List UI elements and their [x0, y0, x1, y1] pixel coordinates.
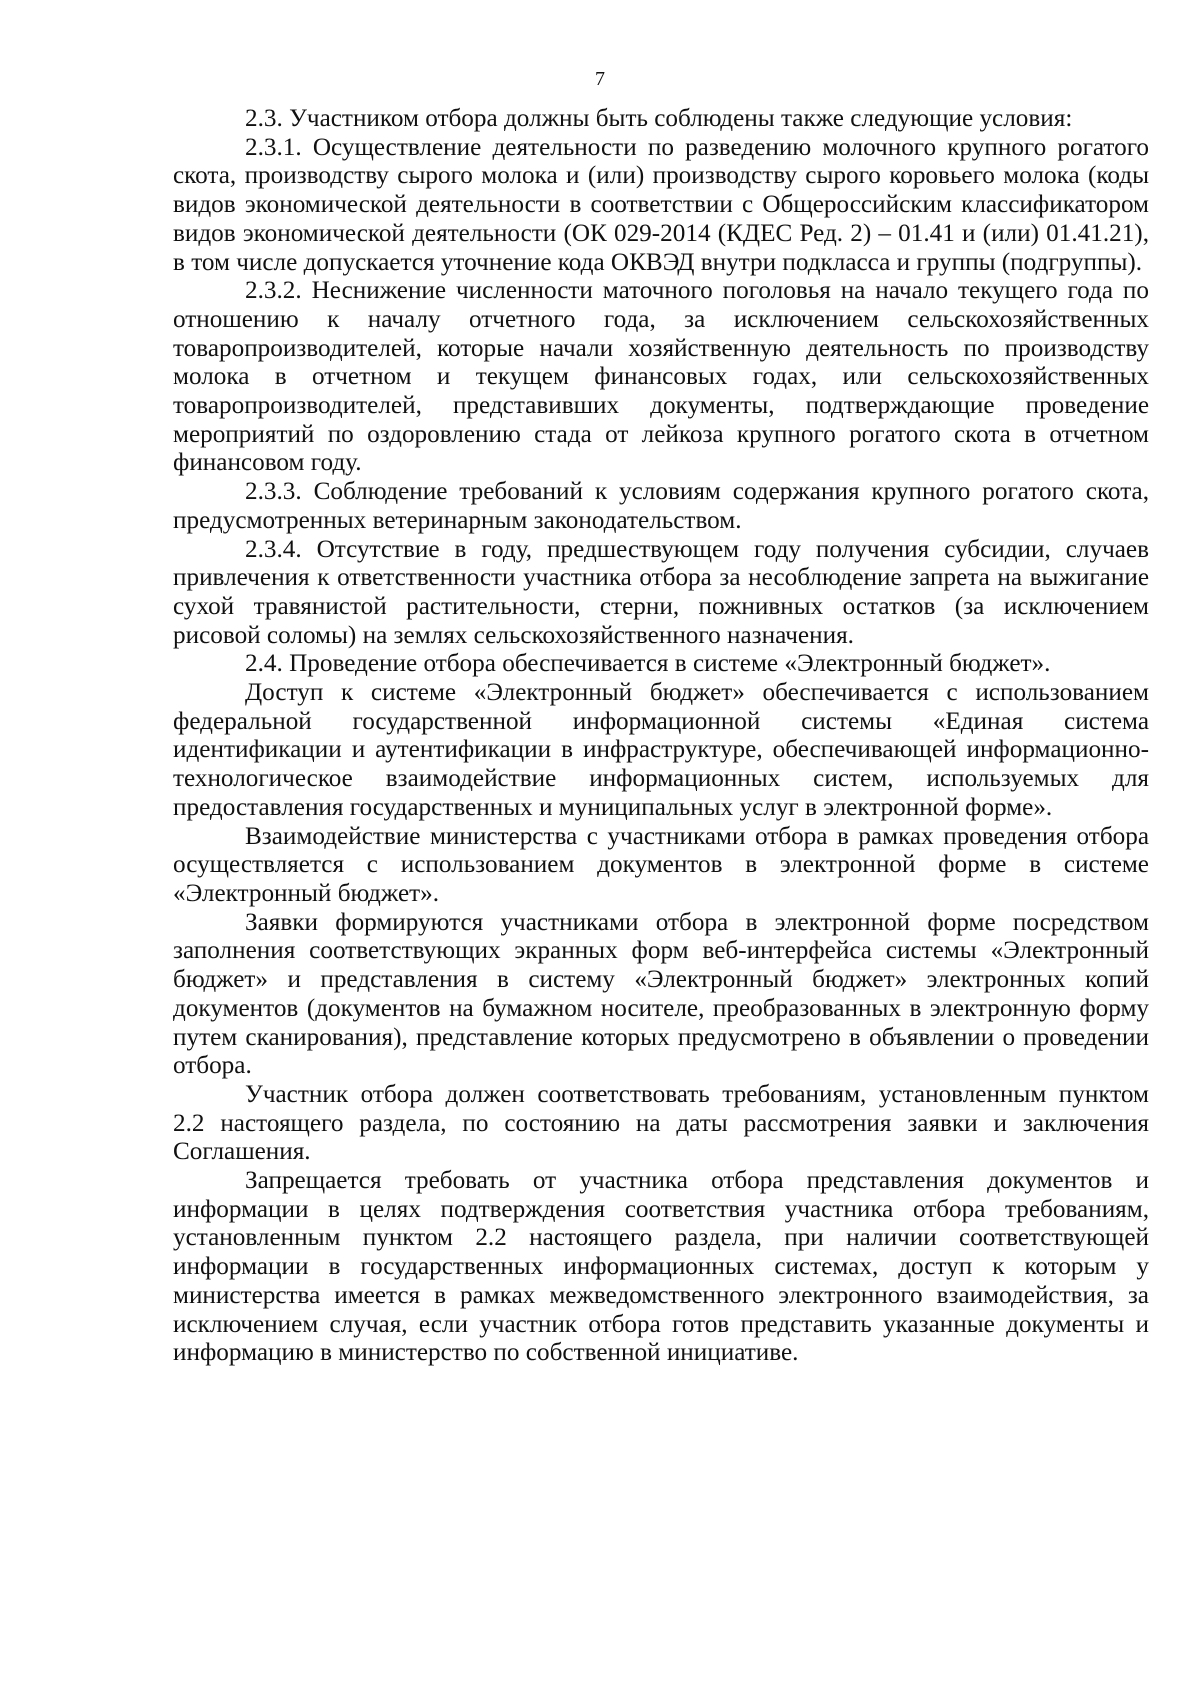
paragraph-prohibition: Запрещается требовать от участника отбора представления документов и информации в целях подтверждения соответствия участника отбора требованиям, установленным пунктом 2.2 настоящего раздела, при наличии соответствующей информации в государственных информационных системах, доступ к которым у министерства имеется в рамках межведомственного электронного взаимодействия, за исключением случая, если участник отбора готов представить указанные документы и информацию в министерство по собственной инициативе.: [173, 1167, 1149, 1367]
paragraph-access: Доступ к системе «Электронный бюджет» обеспечивается с использованием федеральной государственной информационной системы «Единая система идентификации и аутентификации в инфраструктуре, обеспечивающей информационно-технологическое взаимодействие информационных систем, используемых для предоставления государственных и муниципальных услуг в электронной форме».: [173, 679, 1149, 821]
document-body: [173, 105, 1149, 1368]
paragraph-2-3-2: 2.3.2. Неснижение численности маточного поголовья на начало текущего года по отношению к началу отчетного года, за исключением сельскохозяйственных товаропроизводителей, которые начали хозяйственную деятельность по производству молока в отчетном и текущем финансовых годах, или сельскохозяйственных товаропроизводителей, представивших документы, подтверждающие проведение мероприятий по оздоровлению стада от лейкоза крупного рогатого скота в отчетном финансовом году.: [173, 277, 1149, 477]
paragraph-2-3-3: 2.3.3. Соблюдение требований к условиям содержания крупного рогатого скота, предусмотренных ветеринарным законодательством.: [173, 478, 1149, 534]
paragraph-2-4: 2.4. Проведение отбора обеспечивается в системе «Электронный бюджет».: [245, 650, 1051, 678]
paragraph-2-3-4: 2.3.4. Отсутствие в году, предшествующем году получения субсидии, случаев привлечения к ответственности участника отбора за несоблюдение запрета на выжигание сухой травянистой растительности, стерни, пожнивных остатков (за исключением рисовой соломы) на землях сельскохозяйственного назначения.: [173, 535, 1149, 649]
paragraph-2-3: 2.3. Участником отбора должны быть соблюдены также следующие условия:: [245, 105, 1073, 132]
paragraph-interaction: Взаимодействие министерства с участниками отбора в рамках проведения отбора осуществляется с использованием документов в электронной форме в системе «Электронный бюджет».: [173, 822, 1149, 907]
paragraph-2-3-1: 2.3.1. Осуществление деятельности по разведению молочного крупного рогатого скота, производству сырого молока и (или) производству сырого коровьего молока (коды видов экономической деятельности в соответствии с Общероссийским классификатором видов экономической деятельности (ОК 029-2014 (КДЕС Ред. 2) – 01.41 и (или) 01.41.21), в том числе допускается уточнение кода ОКВЭД внутри подкласса и группы (подгруппы).: [173, 133, 1149, 276]
page-number: 7: [595, 68, 605, 90]
paragraph-participant-requirements: Участник отбора должен соответствовать требованиям, установленным пунктом 2.2 настоящего раздела, по состоянию на даты рассмотрения заявки и заключения Соглашения.: [173, 1080, 1149, 1166]
paragraph-applications: Заявки формируются участниками отбора в электронной форме посредством заполнения соответствующих экранных форм веб-интерфейса системы «Электронный бюджет» и представления в систему «Электронный бюджет» электронных копий документов (документов на бумажном носителе, преобразованных в электронную форму путем сканирования), представление которых предусмотрено в объявлении о проведении отбора.: [173, 908, 1149, 1080]
